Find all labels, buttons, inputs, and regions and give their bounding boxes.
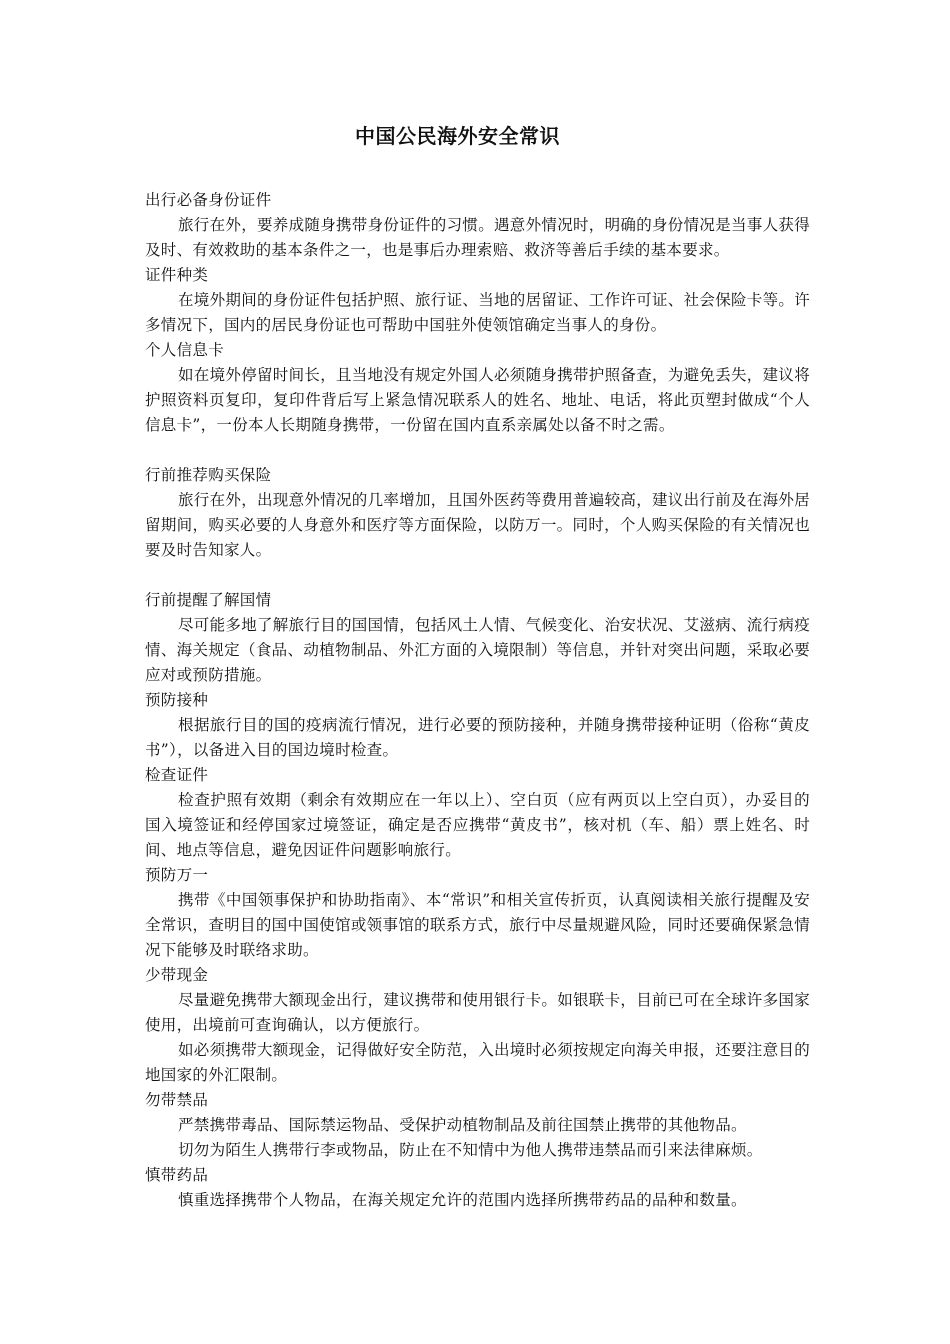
section-insurance [145,463,810,563]
section-paragraph: 尽量避免携带大额现金出行，建议携带和使用银行卡。如银联卡，目前已可在全球许多国家使用，出境前可查询确认，以方便旅行。 [145,991,811,1034]
section-heading: 慎带药品 [145,1166,209,1184]
section-paragraph: 如必须携带大额现金，记得做好安全防范，入出境时必须按规定向海关申报，还要注意目的地国家的外汇限制。 [145,1041,811,1084]
section-paragraph: 如在境外停留时间长，且当地没有规定外国人必须随身携带护照备查，为避免丢失，建议将护照资料页复印，复印件背后写上紧急情况联系人的姓名、地址、电话，将此页塑封做成“个人信息卡”，一份本人长期随身携带，一份留在国内直系亲属处以备不时之需。 [145,366,811,434]
section-paragraph: 检查护照有效期（剩余有效期应在一年以上）、空白页（应有两页以上空白页），办妥目的国入境签证和经停国家过境签证，确定是否应携带“黄皮书”，核对机（车、船）票上姓名、时间、地点等信息，避免因证件问题影响旅行。 [145,791,810,859]
section-heading: 检查证件 [145,766,209,784]
section-check-documents [145,763,810,863]
document-body [145,188,810,1213]
section-paragraph: 严禁携带毒品、国际禁运物品、受保护动植物制品及前往国禁止携带的其他物品。 [178,1116,747,1134]
section-heading: 勿带禁品 [145,1091,209,1109]
section-paragraph: 在境外期间的身份证件包括护照、旅行证、当地的居留证、工作许可证、社会保险卡等。许多情况下，国内的居民身份证也可帮助中国驻外使领馆确定当事人的身份。 [145,291,811,334]
document-title: 中国公民海外安全常识 [355,124,560,148]
section-paragraph: 旅行在外，出现意外情况的几率增加，且国外医药等费用普遍较高，建议出行前及在海外居留期间，购买必要的人身意外和医疗等方面保险，以防万一。同时，个人购买保险的有关情况也要及时告知家人。 [145,491,811,559]
section-spacer [145,563,810,588]
section-paragraph: 根据旅行目的国的疫病流行情况，进行必要的预防接种，并随身携带接种证明（俗称“黄皮书”），以备进入目的国边境时检查。 [145,716,810,759]
section-id-documents [145,188,810,263]
section-country-info [145,588,810,688]
section-less-cash [145,963,810,1088]
section-paragraph: 旅行在外，要养成随身携带身份证件的习惯。遇意外情况时，明确的身份情况是当事人获得及时、有效救助的基本条件之一，也是事后办理索赔、救济等善后手续的基本要求。 [145,216,811,259]
section-vaccination [145,688,810,763]
section-spacer [145,438,810,463]
section-heading: 证件种类 [145,266,209,284]
section-personal-info-card [145,338,810,438]
section-paragraph: 切勿为陌生人携带行李或物品，防止在不知情中为他人携带违禁品而引来法律麻烦。 [178,1141,763,1159]
section-heading: 行前推荐购买保险 [145,466,272,484]
section-heading: 少带现金 [145,966,209,984]
section-heading: 个人信息卡 [145,341,225,359]
section-paragraph: 携带《中国领事保护和协助指南》、本“常识”和相关宣传折页，认真阅读相关旅行提醒及安全常识，查明目的国中国使馆或领事馆的联系方式，旅行中尽量规避风险，同时还要确保紧急情况下能够及时联络求助。 [145,891,810,959]
section-precautions [145,863,810,963]
section-paragraph: 尽可能多地了解旅行目的国国情，包括风土人情、气候变化、治安状况、艾滋病、流行病疫情、海关规定（食品、动植物制品、外汇方面的入境限制）等信息，并针对突出问题，采取必要应对或预防措施。 [145,616,811,684]
section-heading: 行前提醒了解国情 [145,591,272,609]
section-prohibited-items [145,1088,810,1163]
section-paragraph: 慎重选择携带个人物品，在海关规定允许的范围内选择所携带药品的品种和数量。 [178,1191,747,1209]
section-medicines [145,1163,810,1213]
section-heading: 预防接种 [145,691,209,709]
section-document-types [145,263,810,338]
section-heading: 出行必备身份证件 [145,191,272,209]
section-heading: 预防万一 [145,866,209,884]
